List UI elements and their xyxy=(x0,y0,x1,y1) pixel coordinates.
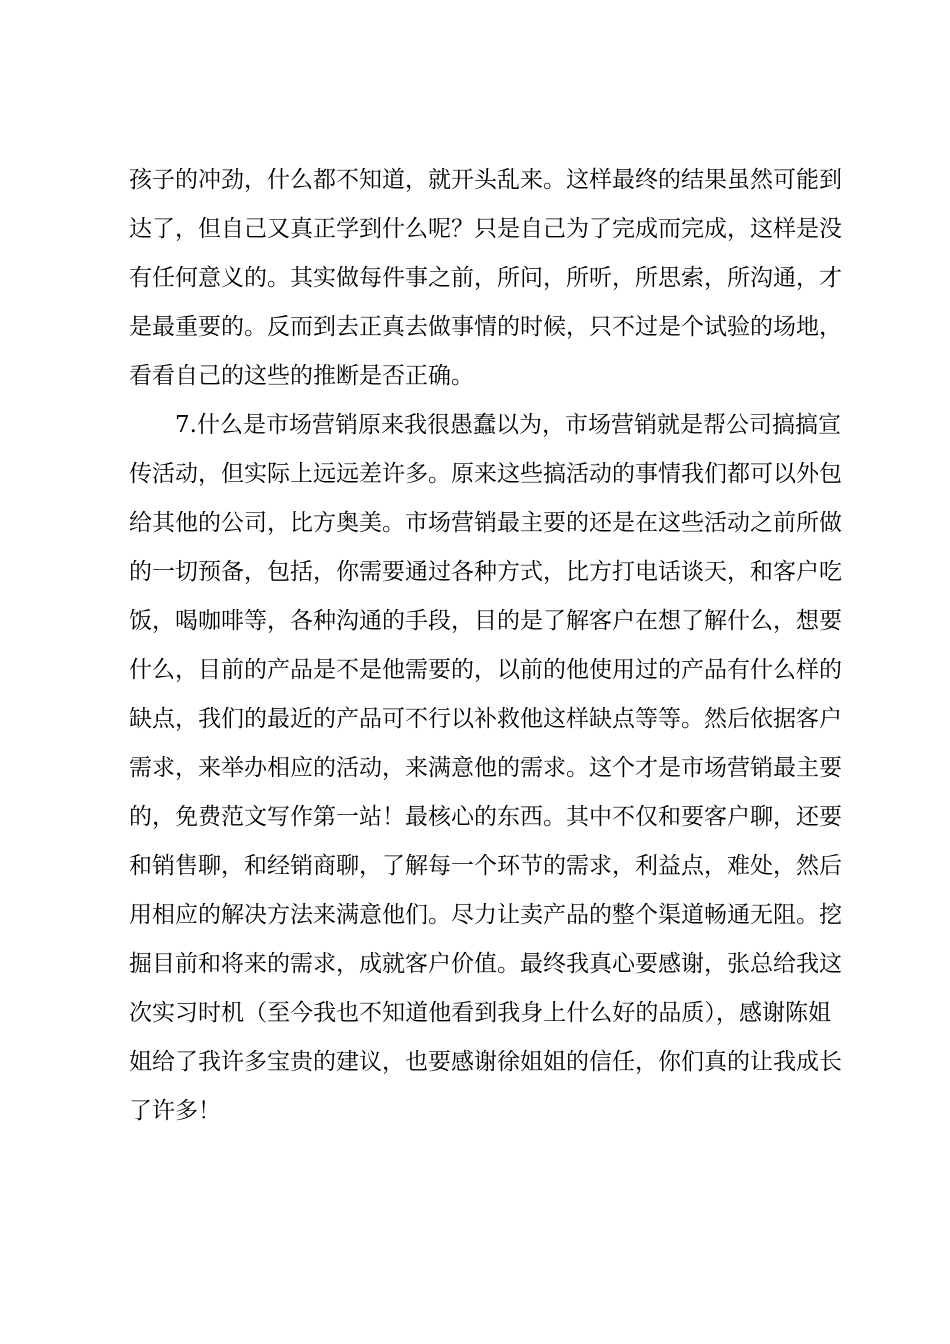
text-line: 和销售聊，和经销商聊，了解每一个环节的需求，利益点，难处，然后 xyxy=(129,853,842,879)
text-line: 的，免费范文写作第一站！最核心的东西。其中不仅和要客户聊，还要 xyxy=(129,804,842,830)
text-line: 掘目前和将来的需求，成就客户价值。最终我真心要感谢，张总给我这 xyxy=(129,951,842,977)
text-line: 的一切预备，包括，你需要通过各种方式，比方打电话谈天，和客户吃 xyxy=(129,559,842,585)
text-line: 次实习时机（至今我也不知道他看到我身上什么好的品质），感谢陈姐 xyxy=(129,1000,831,1026)
text-line: 给其他的公司，比方奥美。市场营销最主要的还是在这些活动之前所做 xyxy=(129,510,842,536)
numbered-paragraph-start: 7.什么是市场营销原来我很愚蠢以为，市场营销就是帮公司搞搞宣 xyxy=(175,412,841,438)
body-text xyxy=(129,162,842,1142)
text-line: 缺点，我们的最近的产品可不行以补救他这样缺点等等。然后依据客户 xyxy=(129,706,842,732)
text-line: 需求，来举办相应的活动，来满意他的需求。这个才是市场营销最主要 xyxy=(129,755,842,781)
text-line: 有任何意义的。其实做每件事之前，所问，所听，所思索，所沟通，才 xyxy=(129,265,842,291)
text-line: 传活动，但实际上远远差许多。原来这些搞活动的事情我们都可以外包 xyxy=(129,461,842,487)
paragraph-end-line: 看看自己的这些的推断是否正确。 xyxy=(129,363,474,389)
paragraph-end-line: 了许多！ xyxy=(129,1098,221,1124)
text-line: 用相应的解决方法来满意他们。尽力让卖产品的整个渠道畅通无阻。挖 xyxy=(129,902,842,928)
text-line: 是最重要的。反而到去正真去做事情的时候，只不过是个试验的场地， xyxy=(129,314,842,340)
text-line: 什么，目前的产品是不是他需要的，以前的他使用过的产品有什么样的 xyxy=(129,657,842,683)
text-line: 达了，但自己又真正学到什么呢？只是自己为了完成而完成，这样是没 xyxy=(129,216,842,242)
text-line: 姐给了我许多宝贵的建议，也要感谢徐姐姐的信任，你们真的让我成长 xyxy=(129,1049,842,1075)
text-line: 孩子的冲劲，什么都不知道，就开头乱来。这样最终的结果虽然可能到 xyxy=(129,167,842,193)
text-line: 饭，喝咖啡等，各种沟通的手段，目的是了解客户在想了解什么，想要 xyxy=(129,608,842,634)
